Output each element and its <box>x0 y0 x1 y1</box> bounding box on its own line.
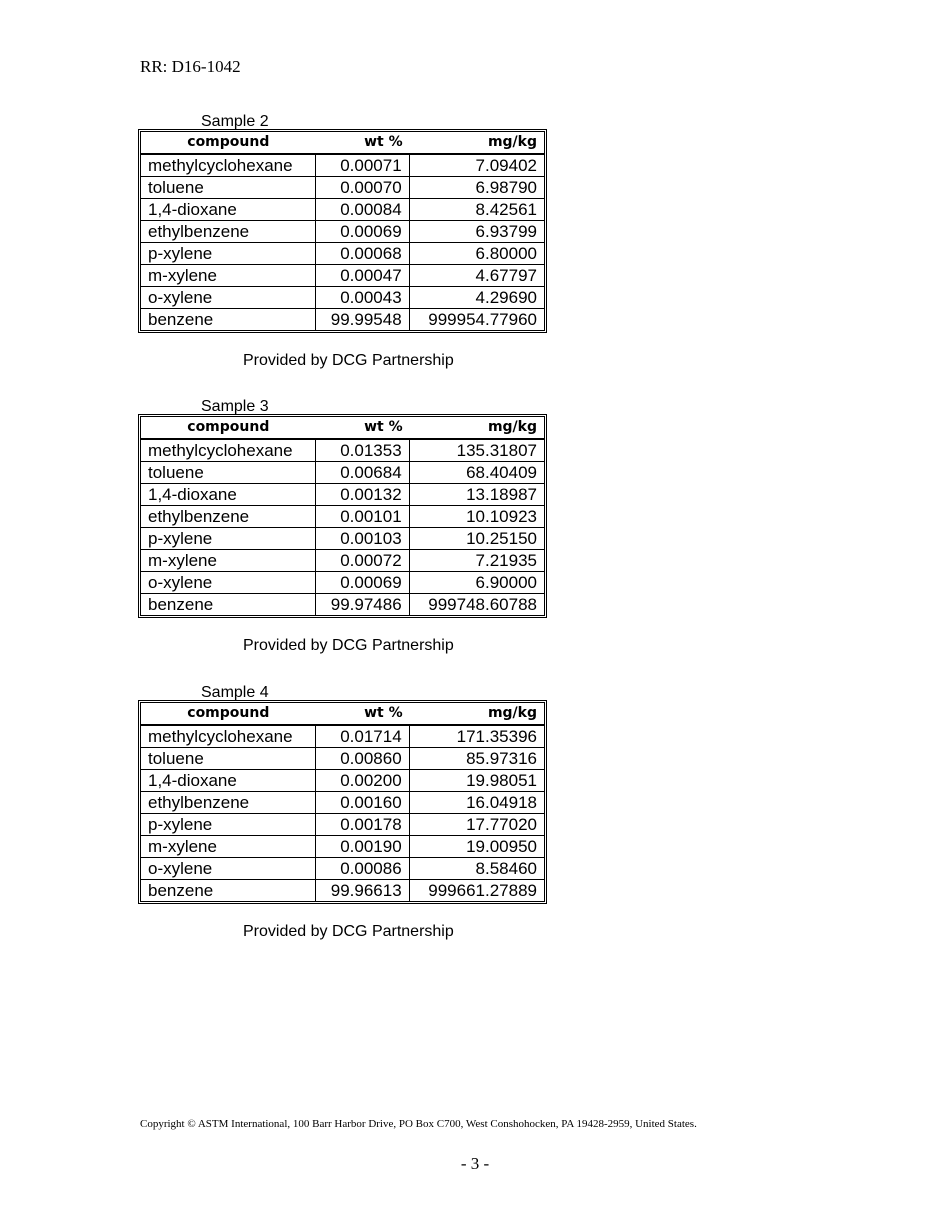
compound-cell: p-xylene <box>141 814 316 836</box>
compound-cell: p-xylene <box>141 243 316 265</box>
sample-section <box>138 113 558 370</box>
sample-table <box>140 702 545 902</box>
sample-section <box>138 684 558 941</box>
wt-cell: 0.00068 <box>316 243 410 265</box>
table-row <box>141 550 544 572</box>
wt-cell: 0.00086 <box>316 858 410 880</box>
compound-cell: benzene <box>141 594 316 615</box>
wt-cell: 0.00132 <box>316 484 410 506</box>
sample-label: Sample 3 <box>201 398 269 415</box>
mgkg-cell: 4.29690 <box>410 287 544 309</box>
compound-cell: methylcyclohexane <box>141 155 316 177</box>
table-row <box>141 309 544 330</box>
wt-cell: 99.96613 <box>316 880 410 901</box>
mgkg-cell: 10.10923 <box>410 506 544 528</box>
sample-label: Sample 2 <box>201 113 269 130</box>
mgkg-cell: 4.67797 <box>410 265 544 287</box>
table-row <box>141 177 544 199</box>
mgkg-cell: 68.40409 <box>410 462 544 484</box>
mgkg-cell: 19.00950 <box>410 836 544 858</box>
compound-cell: benzene <box>141 309 316 330</box>
wt-cell: 0.00070 <box>316 177 410 199</box>
mgkg-cell: 85.97316 <box>410 748 544 770</box>
table-row <box>141 265 544 287</box>
page-number: - 3 - <box>460 1154 490 1173</box>
compound-cell: m-xylene <box>141 836 316 858</box>
table-row <box>141 572 544 594</box>
compound-cell: o-xylene <box>141 572 316 594</box>
wt-cell: 0.00043 <box>316 287 410 309</box>
compound-cell: 1,4-dioxane <box>141 484 316 506</box>
table-row <box>141 792 544 814</box>
mgkg-cell: 171.35396 <box>410 726 544 748</box>
mgkg-cell: 16.04918 <box>410 792 544 814</box>
table-row <box>141 880 544 901</box>
table-row <box>141 221 544 243</box>
table-row <box>141 594 544 615</box>
table-row <box>141 836 544 858</box>
column-header-wt: wt % <box>316 703 410 726</box>
wt-cell: 0.00069 <box>316 572 410 594</box>
mgkg-cell: 8.58460 <box>410 858 544 880</box>
column-header-compound: compound <box>141 703 316 726</box>
wt-cell: 0.00047 <box>316 265 410 287</box>
wt-cell: 0.00103 <box>316 528 410 550</box>
sample-label: Sample 4 <box>201 684 269 701</box>
wt-cell: 0.00071 <box>316 155 410 177</box>
provided-by-note: Provided by DCG Partnership <box>243 923 454 940</box>
sample-table <box>140 416 545 616</box>
column-header-wt: wt % <box>316 417 410 440</box>
mgkg-cell: 6.80000 <box>410 243 544 265</box>
mgkg-cell: 135.31807 <box>410 440 544 462</box>
wt-cell: 99.97486 <box>316 594 410 615</box>
compound-cell: 1,4-dioxane <box>141 770 316 792</box>
wt-cell: 0.00860 <box>316 748 410 770</box>
table-row <box>141 506 544 528</box>
wt-cell: 0.01714 <box>316 726 410 748</box>
report-id: RR: D16-1042 <box>140 57 241 76</box>
mgkg-cell: 17.77020 <box>410 814 544 836</box>
table-row <box>141 814 544 836</box>
compound-cell: methylcyclohexane <box>141 440 316 462</box>
column-header-compound: compound <box>141 132 316 155</box>
mgkg-cell: 8.42561 <box>410 199 544 221</box>
table-row <box>141 770 544 792</box>
compound-cell: 1,4-dioxane <box>141 199 316 221</box>
copyright-notice: Copyright © ASTM International, 100 Barr Harbor Drive, PO Box C700, West Conshohocken, PA 19428-2959, United States. <box>140 1118 697 1130</box>
mgkg-cell: 13.18987 <box>410 484 544 506</box>
compound-cell: m-xylene <box>141 265 316 287</box>
compound-cell: methylcyclohexane <box>141 726 316 748</box>
wt-cell: 0.00084 <box>316 199 410 221</box>
wt-cell: 0.00101 <box>316 506 410 528</box>
mgkg-cell: 6.93799 <box>410 221 544 243</box>
compound-cell: toluene <box>141 748 316 770</box>
sample-section <box>138 398 558 655</box>
provided-by-note: Provided by DCG Partnership <box>243 352 454 369</box>
table-row <box>141 748 544 770</box>
table-row <box>141 462 544 484</box>
compound-cell: toluene <box>141 177 316 199</box>
mgkg-cell: 7.21935 <box>410 550 544 572</box>
compound-cell: ethylbenzene <box>141 792 316 814</box>
compound-cell: benzene <box>141 880 316 901</box>
table-row <box>141 726 544 748</box>
wt-cell: 0.00072 <box>316 550 410 572</box>
table-row <box>141 155 544 177</box>
column-header-mgkg: mg/kg <box>410 132 544 155</box>
table-row <box>141 528 544 550</box>
wt-cell: 0.00069 <box>316 221 410 243</box>
mgkg-cell: 999661.27889 <box>428 881 537 900</box>
compound-cell: o-xylene <box>141 858 316 880</box>
wt-cell: 0.00178 <box>316 814 410 836</box>
compound-cell: ethylbenzene <box>141 506 316 528</box>
table-row <box>141 287 544 309</box>
mgkg-cell: 999954.77960 <box>428 310 537 329</box>
column-header-mgkg: mg/kg <box>410 703 544 726</box>
wt-cell: 0.00160 <box>316 792 410 814</box>
mgkg-cell: 10.25150 <box>410 528 544 550</box>
wt-cell: 0.01353 <box>316 440 410 462</box>
table-row <box>141 199 544 221</box>
mgkg-cell: 19.98051 <box>410 770 544 792</box>
table-header-row <box>141 417 544 440</box>
column-header-wt: wt % <box>316 132 410 155</box>
table-row <box>141 484 544 506</box>
mgkg-cell: 6.98790 <box>410 177 544 199</box>
provided-by-note: Provided by DCG Partnership <box>243 637 454 654</box>
table-header-row <box>141 703 544 726</box>
table-row <box>141 243 544 265</box>
table-row <box>141 858 544 880</box>
compound-cell: toluene <box>141 462 316 484</box>
compound-cell: ethylbenzene <box>141 221 316 243</box>
mgkg-cell: 7.09402 <box>410 155 544 177</box>
column-header-compound: compound <box>141 417 316 440</box>
wt-cell: 0.00684 <box>316 462 410 484</box>
wt-cell: 0.00190 <box>316 836 410 858</box>
column-header-mgkg: mg/kg <box>410 417 544 440</box>
mgkg-cell: 999748.60788 <box>428 595 537 614</box>
compound-cell: o-xylene <box>141 287 316 309</box>
wt-cell: 0.00200 <box>316 770 410 792</box>
wt-cell: 99.99548 <box>316 309 410 330</box>
compound-cell: m-xylene <box>141 550 316 572</box>
table-row <box>141 440 544 462</box>
table-header-row <box>141 132 544 155</box>
compound-cell: p-xylene <box>141 528 316 550</box>
sample-table <box>140 131 545 331</box>
mgkg-cell: 6.90000 <box>410 572 544 594</box>
